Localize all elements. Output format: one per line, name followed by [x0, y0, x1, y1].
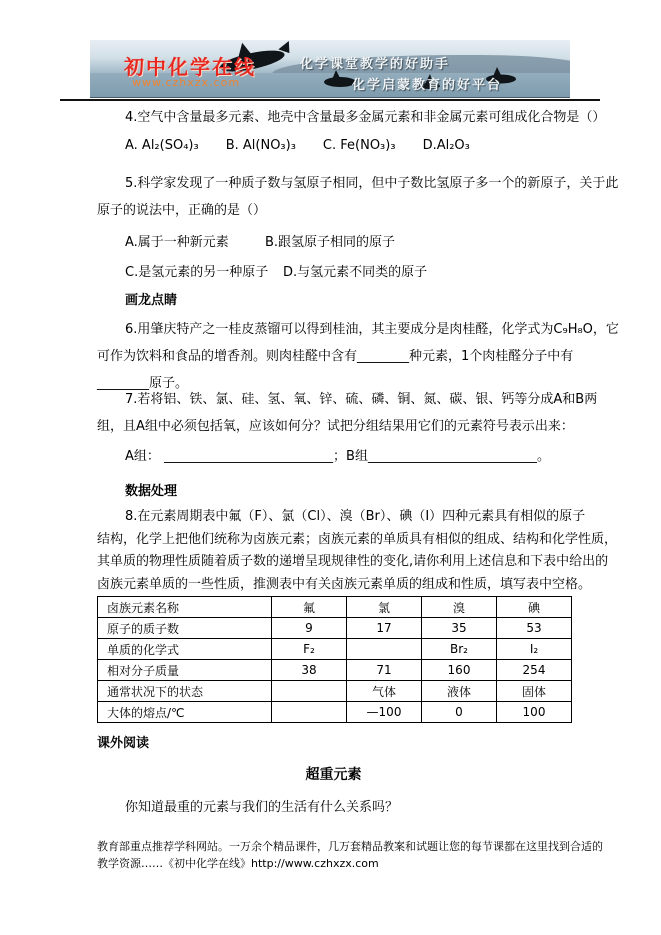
q4-option-c: C. Fe(NO₃)₃: [322, 138, 396, 153]
page-footer: [97, 838, 603, 872]
table-cell: 100: [497, 702, 572, 723]
table-cell: 液体: [422, 681, 497, 702]
table-cell: I₂: [497, 639, 572, 660]
table-cell: 160: [422, 660, 497, 681]
table-cell: 溴: [422, 597, 497, 618]
table-cell: 固体: [497, 681, 572, 702]
q5-option-a: A.属于一种新元素: [125, 235, 229, 250]
q5-line-2: 原子的说法中，正确的是（）: [97, 203, 267, 218]
site-url: www.czhxzx.com: [132, 76, 241, 89]
q8-line-3: 其单质的物理性质随着质子数的递增呈现规律性的变化,请你利用上述信息和下表中给出的: [97, 554, 609, 569]
header-divider: [60, 99, 600, 101]
question-8-text: [97, 506, 617, 596]
q7-line-2: 组，且A组中必须包括氧，应该如何分？试把分组结果用它们的元素符号表示出来：: [97, 419, 574, 434]
q4-option-a: A. Al₂(SO₄)₃: [125, 138, 199, 153]
table-cell: 大体的熔点/℃: [98, 702, 272, 723]
table-row: [98, 597, 572, 618]
table-cell: 0: [422, 702, 497, 723]
table-cell: 35: [422, 618, 497, 639]
question-4-options: [125, 138, 497, 153]
table-row: [98, 702, 572, 723]
table-row: [98, 660, 572, 681]
q8-line-2: 结构，化学上把他们统称为卤族元素；卤族元素的单质具有相似的组成、结构和化学性质，: [97, 531, 618, 547]
table-cell-blank: [272, 702, 347, 723]
q5-line-1: 5.科学家发现了一种质子数与氢原子相同，但中子数比氢原子多一个的新原子，关于此: [125, 176, 619, 191]
site-name: 初中化学在线: [124, 55, 256, 79]
table-cell: 气体: [347, 681, 422, 702]
q8-line-1: 8.在元素周期表中氟（F）、氯（Cl）、溴（Br）、碘（I）四种元素具有相似的原子: [125, 509, 586, 524]
question-5-options-row-1: [125, 231, 395, 250]
table-cell: F₂: [272, 639, 347, 660]
table-cell: 53: [497, 618, 572, 639]
table-cell: 单质的化学式: [98, 639, 272, 660]
section-heading-hualongdianjing: 画龙点睛: [125, 293, 178, 308]
table-cell: 卤族元素名称: [98, 597, 272, 618]
site-banner: [90, 40, 570, 98]
footer-line-1: 教育部重点推荐学科网站。一万余个精品课件，几万套精品教案和试题让您的每节课都在这里找到合适的: [97, 840, 603, 853]
table-cell: 原子的质子数: [98, 618, 272, 639]
banner-slogan-2: 化学启蒙教育的好平台: [352, 78, 503, 93]
question-5-text: [97, 170, 618, 224]
table-cell: Br₂: [422, 639, 497, 660]
q7-answer-blanks: A组： __________________________；B组__________________________。: [125, 449, 550, 464]
question-7-text: [97, 386, 597, 440]
q6-line-1: 6.用肇庆特产之一桂皮蒸镏可以得到桂油，其主要成分是肉桂醛，化学式为C₉H₈O，它: [125, 322, 619, 337]
table-row: [98, 618, 572, 639]
reading-title: 超重元素: [305, 767, 362, 783]
q5-option-b: B.跟氢原子相同的原子: [265, 235, 396, 250]
q5-option-c: C.是氢元素的另一种原子: [125, 265, 269, 280]
q6-line-2: 可作为饮料和食品的增香剂。则肉桂醛中含有________种元素，1个肉桂醛分子中有: [97, 349, 574, 364]
table-cell-blank: [347, 639, 422, 660]
reading-question: 你知道最重的元素与我们的生活有什么关系吗？: [125, 800, 399, 815]
q6-line-3: ________原子。: [97, 376, 189, 391]
halogen-data-table: [97, 596, 572, 723]
table-cell: 氟: [272, 597, 347, 618]
q4-option-b: B. Al(NO₃)₃: [225, 138, 296, 153]
section-heading-shujuchuli: 数据处理: [125, 484, 178, 499]
table-cell-blank: [272, 681, 347, 702]
table-cell: 相对分子质量: [98, 660, 272, 681]
question-5-options-row-2: [125, 261, 427, 280]
table-cell: 71: [347, 660, 422, 681]
table-row: [98, 681, 572, 702]
table-cell: 9: [272, 618, 347, 639]
footer-line-2: 教学资源……《初中化学在线》http://www.czhxzx.com: [97, 857, 379, 870]
q7-line-1: 7.若将铝、铁、氯、硅、氢、氧、锌、硫、磷、铜、氮、碳、银、钙等分成A和B两: [125, 392, 598, 407]
q5-option-d: D.与氢元素不同类的原子: [283, 265, 428, 280]
table-cell: 254: [497, 660, 572, 681]
table-row: [98, 639, 572, 660]
table-cell: 氯: [347, 597, 422, 618]
q8-line-4: 卤族元素单质的一些性质，推测表中有关卤族元素单质的组成和性质，填写表中空格。: [97, 576, 592, 592]
question-4-text: 4.空气中含量最多元素、地壳中含量最多金属元素和非金属元素可组成化合物是（）: [125, 110, 606, 125]
banner-slogan-1: 化学课堂教学的好助手: [300, 57, 451, 72]
table-cell: 通常状况下的状态: [98, 681, 272, 702]
q4-option-d: D.Al₂O₃: [422, 138, 470, 153]
section-heading-kewaiyuedu: 课外阅读: [97, 736, 150, 751]
question-6-text: [97, 316, 619, 397]
table-cell: 17: [347, 618, 422, 639]
table-cell: 38: [272, 660, 347, 681]
table-cell: 碘: [497, 597, 572, 618]
table-cell: —100: [347, 702, 422, 723]
